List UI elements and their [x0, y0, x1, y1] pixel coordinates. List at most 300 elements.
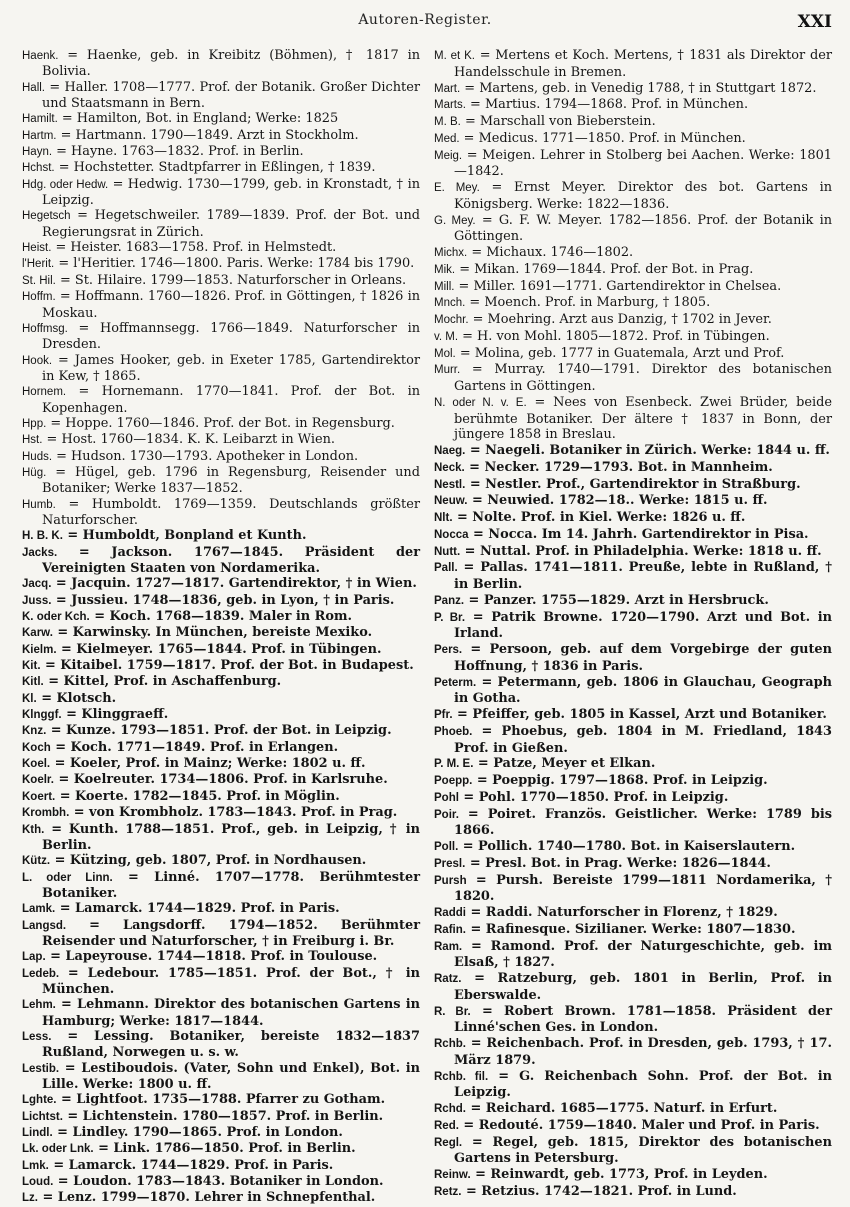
entry-description: = Pursh. Bereiste 1799—1811 Nordamerika, † 1820.	[454, 872, 832, 905]
entry-description: = Molina, geb. 1777 in Guatemala, Arzt und Prof.	[455, 345, 785, 361]
index-entry	[22, 707, 420, 723]
entry-description: = Panzer. 1755—1829. Arzt in Hersbruck.	[464, 592, 769, 608]
entry-description: = Ramond. Prof. der Naturgeschichte, geb. im Elsaß, † 1827.	[454, 938, 832, 971]
entry-abbreviation: Med.	[434, 132, 460, 145]
entry-abbreviation: E. Mey.	[434, 182, 480, 194]
entry-description: = Koelreuter. 1734—1806. Prof. in Karlsruhe.	[53, 772, 388, 788]
entry-description: = Hügel, geb. 1796 in Regensburg, Reisender und Botaniker; Werke 1837—1852.	[42, 464, 420, 497]
entry-description: = Petermann, geb. 1806 in Glauchau, Geograph in Gotha.	[454, 674, 832, 707]
entry-abbreviation: Hpp.	[22, 417, 47, 430]
index-entry	[434, 262, 832, 279]
entry-abbreviation: K. oder Kch.	[22, 611, 90, 624]
entry-abbreviation: Mnch.	[434, 297, 466, 310]
entry-description: = Klinggraeff.	[61, 707, 169, 723]
entry-description: = Patze, Meyer et Elkan.	[473, 756, 656, 772]
entry-description: = Ernst Meyer. Direktor des bot. Gartens in Königsberg. Werke: 1822—1836.	[454, 180, 832, 212]
index-entry	[22, 1109, 420, 1125]
entry-abbreviation: Rchb. fil.	[434, 1070, 489, 1083]
index-entry	[434, 1069, 832, 1102]
index-entry	[434, 460, 832, 477]
entry-description: = Lapeyrouse. 1744—1818. Prof. in Toulouse.	[45, 949, 378, 965]
index-entry	[22, 80, 420, 112]
entry-description: = Martens, geb. in Venedig 1788, † in Stuttgart 1872.	[460, 80, 817, 96]
entry-abbreviation: Koert.	[22, 790, 56, 803]
entry-abbreviation: Hartm.	[22, 129, 57, 142]
entry-description: = G. Reichenbach Sohn. Prof. der Bot. in Leipzig.	[454, 1068, 832, 1101]
entry-abbreviation: Hchst.	[22, 162, 55, 175]
entry-description: = Nocca. Im 14. Jahrh. Gartendirektor in Pisa.	[468, 526, 809, 542]
entry-description: = Lessing. Botaniker, bereiste 1832—1837 Rußland, Norwegen u. s. w.	[42, 1028, 420, 1061]
entry-description: = Linné. 1707—1778. Berühmtester Botaniker.	[42, 869, 420, 901]
index-entry	[434, 213, 832, 246]
index-entry	[22, 822, 420, 854]
entry-description: = Kunze. 1793—1851. Prof. der Bot. in Leipzig.	[46, 723, 392, 739]
index-entry	[22, 240, 420, 256]
index-entry	[22, 658, 420, 674]
entry-abbreviation: P. M. E.	[434, 758, 474, 771]
entry-abbreviation: Klnggf.	[22, 709, 62, 722]
entry-abbreviation: L. oder Linn.	[22, 871, 113, 884]
entry-description: = Rafinesque. Sizilianer. Werke: 1807—1830.	[465, 921, 796, 937]
index-entry	[22, 740, 420, 756]
index-entry	[22, 870, 420, 902]
entry-abbreviation: Knz.	[22, 725, 47, 738]
entry-description: = Poiret. Französ. Geistlicher. Werke: 1789 bis 1866.	[454, 806, 832, 839]
index-entry	[22, 384, 420, 416]
entry-abbreviation: Pursh	[434, 874, 467, 887]
index-entry	[22, 289, 420, 321]
index-entry	[22, 918, 420, 950]
entry-abbreviation: Nestl.	[434, 478, 466, 491]
entry-description: = Nuttal. Prof. in Philadelphia. Werke: 1818 u. ff.	[460, 543, 822, 559]
entry-abbreviation: N. oder N. v. E.	[434, 396, 527, 409]
entry-abbreviation: Phoeb.	[434, 725, 473, 738]
index-entry	[22, 256, 420, 272]
entry-abbreviation: Hst.	[22, 434, 43, 447]
entry-abbreviation: Koelr.	[22, 774, 54, 787]
left-column	[22, 48, 420, 1206]
entry-abbreviation: Jacks.	[22, 546, 58, 559]
index-entry	[434, 1184, 832, 1201]
entry-description: = Neuwied. 1782—18.. Werke: 1815 u. ff.	[467, 493, 768, 509]
entry-abbreviation: Regl.	[434, 1136, 463, 1149]
index-entry	[434, 544, 832, 561]
index-entry	[434, 873, 832, 906]
entry-description: = Mikan. 1769—1844. Prof. der Bot. in Prag.	[455, 261, 754, 277]
entry-description: = Hudson. 1730—1793. Apotheker in London.	[52, 448, 359, 464]
entry-abbreviation: Rafin.	[434, 923, 466, 936]
entry-abbreviation: Reinw.	[434, 1169, 471, 1181]
entry-description: = Poeppig. 1797—1868. Prof. in Leipzig.	[472, 773, 768, 788]
entry-description: = Michaux. 1746—1802.	[467, 245, 634, 260]
entry-abbreviation: Mill.	[434, 280, 455, 293]
entry-abbreviation: St. Hil.	[22, 274, 56, 287]
index-entry	[22, 789, 420, 805]
entry-description: = Murray. 1740—1791. Direktor des botanischen Gartens in Göttingen.	[454, 362, 832, 394]
index-entry	[22, 1158, 420, 1174]
entry-abbreviation: Hall.	[22, 81, 46, 94]
index-entry	[22, 1029, 420, 1061]
entry-description: = H. von Mohl. 1805—1872. Prof. in Tübingen.	[458, 328, 770, 344]
entry-description: = Ledebour. 1785—1851. Prof. der Bot., † in München.	[42, 965, 420, 997]
entry-description: = von Krombholz. 1783—1843. Prof. in Prag.	[69, 805, 398, 821]
entry-abbreviation: M. et K.	[434, 50, 475, 62]
index-entry	[434, 642, 832, 675]
entry-description: = Hornemann. 1770—1841. Prof. der Bot. in Kopenhagen.	[42, 384, 420, 416]
index-entry	[22, 545, 420, 577]
entry-description: = Pallas. 1741—1811. Preuße, lebte in Rußland, † in Berlin.	[454, 560, 832, 592]
entry-description: = Hedwig. 1730—1799, geb. in Kronstadt, † in Leipzig.	[42, 176, 420, 209]
index-entry	[434, 295, 832, 312]
index-entry	[434, 477, 832, 494]
entry-description: = Lindley. 1790—1865. Prof. in London.	[52, 1125, 343, 1141]
entry-abbreviation: Poir.	[434, 808, 459, 821]
index-entry	[22, 805, 420, 821]
index-entry	[22, 723, 420, 739]
entry-description: = Presl. Bot. in Prag. Werke: 1826—1844.	[465, 855, 771, 871]
entry-abbreviation: Mochr.	[434, 314, 469, 326]
entry-description: = Lamarck. 1744—1829. Prof. in Paris.	[55, 901, 340, 917]
index-entry	[22, 449, 420, 465]
entry-description: = Hartmann. 1790—1849. Arzt in Stockholm.	[56, 127, 359, 143]
entry-description: = Retzius. 1742—1821. Prof. in Lund.	[461, 1183, 737, 1199]
entry-description: = Hoppe. 1760—1846. Prof. der Bot. in Regensburg.	[46, 415, 395, 431]
entry-description: = Haenke, geb. in Kreibitz (Böhmen), † 1817 in Bolivia.	[42, 48, 420, 80]
entry-abbreviation: Presl.	[434, 857, 466, 870]
index-entry	[434, 922, 832, 939]
index-entry	[434, 939, 832, 972]
index-entry	[434, 610, 832, 643]
running-title: Autoren-Register.	[358, 12, 492, 28]
index-entry	[22, 273, 420, 289]
entry-description: = St. Hilaire. 1799—1853. Naturforscher in Orleans.	[55, 272, 407, 288]
entry-abbreviation: Pall.	[434, 562, 458, 575]
entry-description: = Marschall von Bieberstein.	[460, 114, 656, 129]
index-entry	[434, 329, 832, 346]
entry-description: = Moehring. Arzt aus Danzig, † 1702 in Jever.	[468, 312, 772, 327]
entry-description: = Mertens et Koch. Mertens, † 1831 als Direktor der Handelsschule in Bremen.	[454, 48, 832, 80]
entry-abbreviation: Lk. oder Lnk.	[22, 1143, 94, 1156]
entry-description: = l'Heritier. 1746—1800. Paris. Werke: 1784 bis 1790.	[54, 256, 415, 272]
index-entry	[22, 949, 420, 965]
entry-abbreviation: G. Mey.	[434, 214, 476, 227]
index-entry	[22, 321, 420, 353]
entry-abbreviation: Hoffmsg.	[22, 322, 68, 335]
entry-abbreviation: Mol.	[434, 347, 456, 360]
index-entry	[434, 1167, 832, 1184]
index-entry	[434, 527, 832, 544]
index-entry	[22, 144, 420, 160]
entry-description: = Heister. 1683—1758. Prof. in Helmstedt.	[51, 240, 337, 256]
entry-description: = Kunth. 1788—1851. Prof., geb. in Leipzig, † in Berlin.	[42, 821, 420, 853]
index-entry	[22, 966, 420, 998]
entry-description: = Lichtenstein. 1780—1857. Prof. in Berlin.	[62, 1108, 384, 1124]
entry-abbreviation: Kl.	[22, 692, 37, 705]
index-entry	[22, 1174, 420, 1190]
entry-abbreviation: Hamilt.	[22, 113, 58, 126]
entry-description: = Reinwardt, geb. 1773, Prof. in Leyden.	[470, 1167, 768, 1182]
entry-description: = James Hooker, geb. in Exeter 1785, Gartendirektor in Kew, † 1865.	[42, 352, 420, 384]
index-entry	[434, 1101, 832, 1118]
index-entry	[22, 1190, 420, 1206]
index-entry	[22, 576, 420, 592]
entry-description: = Pfeiffer, geb. 1805 in Kassel, Arzt und Botaniker.	[452, 707, 827, 722]
entry-description: = Hayne. 1763—1832. Prof. in Berlin.	[52, 144, 304, 160]
entry-abbreviation: Red.	[434, 1119, 459, 1132]
index-entry	[22, 48, 420, 80]
entry-abbreviation: H. B. K.	[22, 530, 63, 543]
entry-description: = Phoebus, geb. 1804 in M. Friedland, 1843 Prof. in Gießen.	[454, 723, 832, 756]
entry-abbreviation: Hook.	[22, 354, 53, 367]
index-entry	[434, 707, 832, 724]
entry-description: = Pohl. 1770—1850. Prof. in Leipzig.	[458, 789, 729, 805]
entry-abbreviation: Kth.	[22, 823, 45, 836]
index-entry	[434, 245, 832, 262]
entry-description: = G. F. W. Meyer. 1782—1856. Prof. der Botanik in Göttingen.	[454, 212, 833, 245]
entry-abbreviation: Lestib.	[22, 1062, 60, 1075]
entry-abbreviation: Koch	[22, 741, 51, 754]
index-entry	[434, 312, 832, 329]
entry-description: = Medicus. 1771—1850. Prof. in München.	[459, 130, 746, 146]
entry-abbreviation: Hayn.	[22, 146, 53, 159]
entry-abbreviation: Pers.	[434, 644, 463, 656]
entry-abbreviation: Koel.	[22, 758, 51, 771]
index-entry	[434, 593, 832, 610]
entry-abbreviation: Nlt.	[434, 512, 453, 524]
entry-abbreviation: Michx.	[434, 247, 468, 259]
index-entry	[22, 497, 420, 529]
entry-description: = Langsdorff. 1794—1852. Berühmter Reisender und Naturforscher, † in Freiburg i. Br.	[42, 917, 420, 949]
entry-abbreviation: Raddi	[434, 907, 466, 919]
index-entry	[434, 48, 832, 81]
entry-abbreviation: Ratz.	[434, 973, 462, 985]
index-entry	[22, 756, 420, 772]
index-entry	[434, 362, 832, 395]
entry-abbreviation: Panz.	[434, 594, 465, 607]
entry-abbreviation: Pohl	[434, 791, 459, 804]
index-entry	[22, 642, 420, 658]
index-entry	[434, 395, 832, 443]
entry-description: = Martius. 1794—1868. Prof. in München.	[465, 97, 749, 113]
entry-description: = Koch. 1768—1839. Maler in Rom.	[89, 609, 353, 625]
entry-description: = Redouté. 1759—1840. Maler und Prof. in Paris.	[458, 1117, 820, 1133]
entry-abbreviation: Lamk.	[22, 903, 56, 916]
entry-description: = Haller. 1708—1777. Prof. der Botanik. Großer Dichter und Staatsmann in Bern.	[42, 79, 420, 112]
entry-abbreviation: Naeg.	[434, 445, 466, 457]
entry-abbreviation: Humb.	[22, 498, 56, 511]
entry-abbreviation: Kielm.	[22, 643, 57, 656]
entry-abbreviation: Pfr.	[434, 709, 453, 721]
entry-abbreviation: Karw.	[22, 627, 53, 640]
index-entry	[22, 128, 420, 144]
entry-description: = Lehmann. Direktor des botanischen Gartens in Hamburg; Werke: 1817—1844.	[42, 997, 420, 1029]
entry-abbreviation: Murr.	[434, 364, 461, 377]
index-entry	[434, 839, 832, 856]
entry-description: = Lamarck. 1744—1829. Prof. in Paris.	[48, 1157, 334, 1173]
entry-description: = Necker. 1729—1793. Bot. in Mannheim.	[464, 459, 773, 475]
entry-description: = Nestler. Prof., Gartendirektor in Straßburg.	[465, 476, 801, 492]
index-entry	[434, 180, 832, 213]
index-entry	[434, 131, 832, 148]
entry-abbreviation: v. M.	[434, 330, 459, 343]
entry-description: = Kützing, geb. 1807, Prof. in Nordhausen.	[50, 853, 367, 869]
entry-abbreviation: Lindl.	[22, 1127, 53, 1140]
entry-abbreviation: Kütz.	[22, 855, 51, 868]
entry-description: = Karwinsky. In München, bereiste Mexiko.	[52, 625, 373, 641]
entry-abbreviation: R. Br.	[434, 1005, 471, 1018]
entry-description: = Persoon, geb. auf dem Vorgebirge der guten Hoffnung, † 1836 in Paris.	[454, 642, 832, 674]
entry-abbreviation: Lap.	[22, 951, 46, 964]
entry-abbreviation: Hüg.	[22, 466, 47, 479]
entry-abbreviation: Less.	[22, 1030, 52, 1043]
entry-abbreviation: Meig.	[434, 149, 463, 162]
entry-abbreviation: Peterm.	[434, 676, 477, 689]
index-entry	[434, 756, 832, 773]
entry-description: = Loudon. 1783—1843. Botaniker in London.	[53, 1174, 384, 1190]
index-entry	[434, 279, 832, 296]
index-entry	[434, 97, 832, 114]
index-entry	[22, 111, 420, 127]
entry-abbreviation: Hornem.	[22, 386, 67, 399]
entry-abbreviation: Lehm.	[22, 999, 56, 1012]
entry-abbreviation: Neck.	[434, 461, 465, 474]
index-entry	[22, 160, 420, 176]
entry-abbreviation: l'Herit.	[22, 258, 55, 271]
entry-abbreviation: Poepp.	[434, 775, 473, 787]
index-entry	[22, 997, 420, 1029]
entry-description: = Jackson. 1767—1845. Präsident der Vereinigten Staaten von Nordamerika.	[42, 544, 420, 576]
index-entry	[22, 528, 420, 544]
entry-abbreviation: Lghte.	[22, 1094, 57, 1107]
index-entry	[22, 691, 420, 707]
entry-description: = Nolte. Prof. in Kiel. Werke: 1826 u. ff.	[452, 510, 746, 525]
entry-abbreviation: Loud.	[22, 1176, 54, 1189]
index-entry	[22, 625, 420, 641]
entry-description: = Moench. Prof. in Marburg, † 1805.	[465, 295, 711, 311]
index-entry	[434, 443, 832, 460]
entry-description: = Meigen. Lehrer in Stolberg bei Aachen. Werke: 1801—1842.	[454, 147, 832, 180]
index-entry	[22, 853, 420, 869]
index-columns	[22, 48, 834, 1206]
entry-description: = Klotsch.	[36, 690, 117, 706]
index-entry	[22, 772, 420, 788]
index-entry	[434, 773, 832, 790]
entry-description: = Jacquin. 1727—1817. Gartendirektor, † in Wien.	[51, 576, 417, 592]
index-entry	[22, 1092, 420, 1108]
index-entry	[22, 416, 420, 432]
entry-abbreviation: Marts.	[434, 99, 466, 112]
entry-description: = Robert Brown. 1781—1858. Präsident der Linné'schen Ges. in London.	[454, 1003, 832, 1036]
entry-description: = Koerte. 1782—1845. Prof. in Möglin.	[55, 788, 340, 804]
entry-abbreviation: Nocca	[434, 528, 469, 541]
entry-abbreviation: Huds.	[22, 450, 53, 463]
entry-abbreviation: Lichtst.	[22, 1110, 63, 1123]
entry-description: = Regel, geb. 1815, Direktor des botanischen Gartens in Petersburg.	[454, 1134, 832, 1167]
index-entry	[434, 346, 832, 363]
entry-abbreviation: Hoffm.	[22, 291, 56, 304]
index-entry	[22, 177, 420, 209]
entry-description: = Humboldt. 1769—1359. Deutschlands größter Naturforscher.	[42, 496, 420, 528]
entry-description: = Ratzeburg, geb. 1801 in Berlin, Prof. in Eberswalde.	[454, 971, 832, 1003]
entry-abbreviation: Neuw.	[434, 495, 468, 508]
index-entry	[434, 807, 832, 840]
entry-abbreviation: Rchd.	[434, 1103, 466, 1115]
index-entry	[434, 493, 832, 510]
entry-abbreviation: M. B.	[434, 116, 461, 128]
index-entry	[22, 208, 420, 240]
entry-abbreviation: Ram.	[434, 940, 463, 953]
entry-abbreviation: Heist.	[22, 242, 52, 255]
entry-description: = Nees von Esenbeck. Zwei Brüder, beide berühmte Botaniker. Der ältere † 1837 in Bonn, der jüngere 1858 in Breslau.	[454, 394, 832, 443]
index-entry	[22, 674, 420, 690]
entry-abbreviation: Lz.	[22, 1192, 38, 1205]
entry-abbreviation: Kit.	[22, 660, 41, 673]
index-entry	[22, 432, 420, 448]
entry-description: = Pollich. 1740—1780. Bot. in Kaiserslautern.	[458, 839, 796, 854]
entry-description: = Link. 1786—1850. Prof. in Berlin.	[93, 1141, 356, 1157]
index-entry	[434, 856, 832, 873]
entry-description: = Jussieu. 1748—1836, geb. in Lyon, † in Paris.	[51, 592, 395, 608]
entry-abbreviation: Jacq.	[22, 578, 52, 591]
entry-description: = Humboldt, Bonpland et Kunth.	[62, 528, 307, 544]
entry-description: = Kittel, Prof. in Aschaffenburg.	[43, 674, 282, 690]
entry-abbreviation: Poll.	[434, 841, 459, 853]
index-entry	[22, 1061, 420, 1093]
entry-abbreviation: Hdg. oder Hedw.	[22, 178, 109, 191]
entry-description: = Patrik Browne. 1720—1790. Arzt und Bot. in Irland.	[454, 609, 832, 642]
index-entry	[434, 905, 832, 922]
entry-description: = Lenz. 1799—1870. Lehrer in Schnepfenthal.	[37, 1190, 376, 1206]
entry-abbreviation: Krombh.	[22, 807, 70, 820]
entry-abbreviation: Mart.	[434, 82, 461, 95]
entry-description: = Reichenbach. Prof. in Dresden, geb. 1793, † 17. März 1879.	[454, 1036, 832, 1068]
index-entry	[434, 724, 832, 757]
entry-description: = Hoffmann. 1760—1826. Prof. in Göttingen, † 1826 in Moskau.	[42, 289, 420, 321]
entry-description: = Kitaibel. 1759—1817. Prof. der Bot. in Budapest.	[40, 658, 414, 674]
entry-abbreviation: P. Br.	[434, 611, 466, 624]
index-entry	[22, 901, 420, 917]
index-entry	[22, 353, 420, 385]
entry-abbreviation: Langsd.	[22, 919, 67, 932]
entry-abbreviation: Juss.	[22, 594, 52, 607]
index-entry	[434, 114, 832, 131]
entry-description: = Lightfoot. 1735—1788. Pfarrer zu Gotham.	[56, 1092, 386, 1108]
page-number: XXI	[797, 12, 832, 32]
entry-description: = Koeler, Prof. in Mainz; Werke: 1802 u. ff.	[50, 756, 366, 772]
index-entry	[22, 1125, 420, 1141]
entry-description: = Hoffmannsegg. 1766—1849. Naturforscher in Dresden.	[42, 320, 420, 353]
entry-description: = Lestiboudois. (Vater, Sohn und Enkel), Bot. in Lille. Werke: 1800 u. ff.	[42, 1060, 420, 1092]
entry-abbreviation: Retz.	[434, 1185, 462, 1198]
index-entry	[434, 790, 832, 807]
index-entry	[22, 609, 420, 625]
index-entry	[434, 971, 832, 1004]
right-column	[434, 48, 833, 1199]
index-entry	[434, 1135, 832, 1168]
entry-description: = Reichard. 1685—1775. Naturf. in Erfurt.	[465, 1101, 778, 1116]
entry-description: = Hamilton, Bot. in England; Werke: 1825	[57, 111, 339, 127]
index-entry	[434, 510, 832, 527]
index-entry	[434, 675, 832, 708]
entry-abbreviation: Hegetsch	[22, 210, 71, 223]
entry-description: = Koch. 1771—1849. Prof. in Erlangen.	[50, 739, 339, 755]
entry-description: = Hochstetter. Stadtpfarrer in Eßlingen, † 1839.	[54, 160, 376, 176]
entry-description: = Naegeli. Botaniker in Zürich. Werke: 1844 u. ff.	[465, 443, 830, 458]
entry-abbreviation: Rchb.	[434, 1038, 466, 1050]
index-entry	[434, 81, 832, 98]
index-entry	[434, 148, 832, 181]
entry-abbreviation: Mik.	[434, 263, 456, 276]
